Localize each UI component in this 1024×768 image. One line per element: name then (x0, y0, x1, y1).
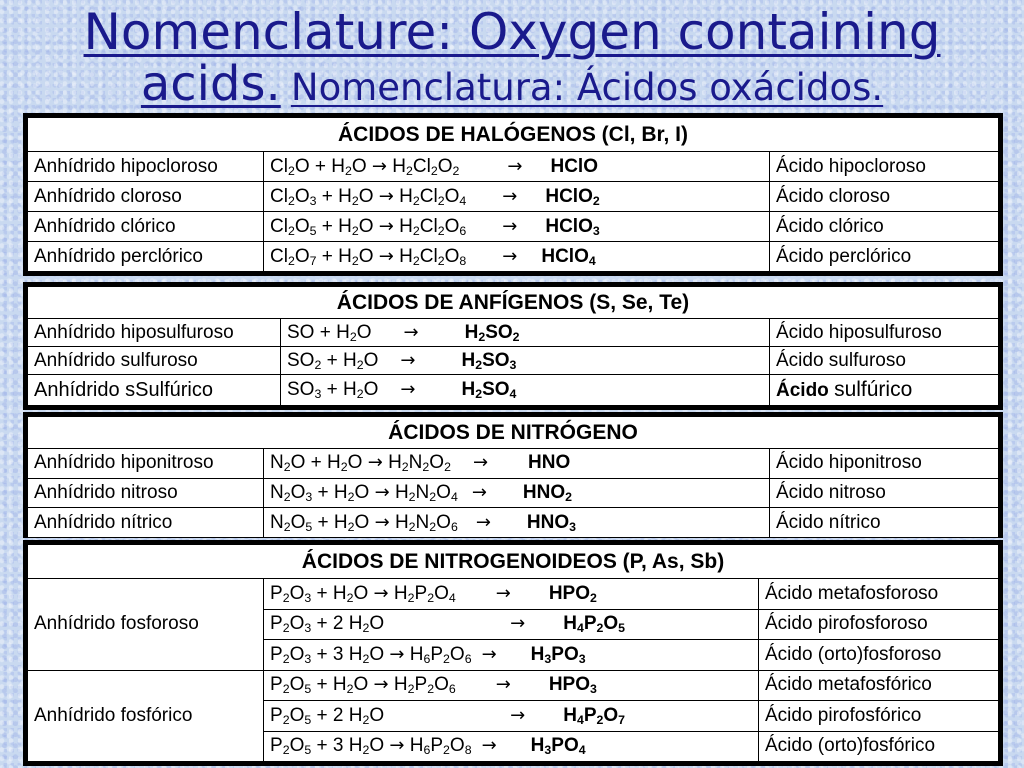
reaction-equation: $N_2O + H_2O \to H_2N_2O_2$ → HNO (264, 449, 770, 479)
halogen-acids-table (27, 117, 999, 272)
acid-name: Ácido metafosfórico (759, 670, 999, 701)
section-nitrogen-acids (23, 412, 1003, 538)
arrow-icon: → (495, 582, 511, 604)
arrow-icon: → (475, 511, 491, 533)
pnictogen-acids-table (27, 544, 999, 762)
arrow-icon: → (373, 674, 389, 696)
reaction-equation: $Cl_2O + H_2O \to H_2Cl_2O_2$ → HClO (264, 152, 770, 182)
anhydride-name: Anhídrido fosforoso (28, 579, 264, 671)
reaction-equation: $P_2O_3 + 2$ $H_2O \to H_4P_2O_5$ (264, 609, 759, 640)
reaction-equation: $P_2O_5 + 3$ $H_2O \to H_6P_2O_8 \to H_3PO_4$ (264, 731, 759, 762)
chalcogen-acids-table (27, 286, 999, 406)
table-row (28, 670, 999, 701)
nitrogen-acids-table (27, 416, 999, 538)
reaction-equation: $P_2O_3 + 3$ $H_2O \to H_6P_2O_6 \to H_3PO_3$ (264, 640, 759, 671)
arrow-icon: → (403, 321, 419, 343)
table-row (28, 152, 999, 182)
anhydride-name: Anhídrido nitroso (28, 478, 264, 508)
table-row (28, 182, 999, 212)
table-row (28, 319, 999, 347)
anhydride-name: Anhídrido hiponitroso (28, 449, 264, 479)
reaction-equation: $P_2O_5 + H_2O \to H_2P_2O_6 \to HPO_3$ (264, 670, 759, 701)
arrow-icon: → (378, 185, 394, 207)
arrow-icon: → (378, 215, 394, 237)
acid-name-prefix: Ácido (776, 380, 835, 402)
arrow-icon: → (481, 643, 497, 665)
arrow-icon: → (400, 379, 416, 401)
arrow-icon: → (502, 185, 518, 207)
anhydride-name: Anhídrido sSulfúrico (28, 375, 281, 406)
arrow-icon: → (510, 613, 526, 635)
table-row (28, 242, 999, 272)
arrow-icon: → (502, 245, 518, 267)
acid-name: Ácido nitroso (770, 478, 999, 508)
section-halogen-acids (23, 113, 1003, 276)
table-row (28, 347, 999, 375)
title-spanish-part: Nomenclatura: Ácidos oxácidos. (290, 66, 884, 109)
table-row (28, 579, 999, 610)
arrow-icon: → (371, 155, 388, 177)
acid-name: Ácido (orto)fosfórico (759, 731, 999, 762)
reaction-equation: $N_2O_3 + H_2O \to H_2N_2O_4 \to HNO_2$ (264, 478, 770, 508)
reaction-equation: $Cl_2O_5 + H_2O \to H_2Cl_2O_6$ → HClO$_3$ (264, 212, 770, 242)
arrow-icon: → (389, 735, 405, 757)
reaction-equation: $P_2O_3 + H_2O \to H_2P_2O_4 \to HPO_2$ (264, 579, 759, 610)
acid-name: Ácido sulfuroso (770, 347, 999, 375)
acid-name: Ácido perclórico (770, 242, 999, 272)
arrow-icon: → (378, 245, 394, 267)
section-heading: ÁCIDOS DE NITRÓGENO (28, 417, 999, 449)
reaction-equation: $SO_3 + H_2O \to H_2SO_4$ (281, 375, 770, 406)
arrow-icon: → (367, 452, 383, 474)
arrow-icon: → (389, 643, 405, 665)
arrow-icon: → (374, 481, 390, 503)
reaction-equation: $Cl_2O_3 + H_2O \to H_2Cl_2O_4$ → HClO$_2$ (264, 182, 770, 212)
arrow-icon: → (472, 452, 489, 474)
acid-name (770, 375, 999, 406)
anhydride-name: Anhídrido cloroso (28, 182, 264, 212)
acid-name: Ácido (orto)fosforoso (759, 640, 999, 671)
anhydride-name: Anhídrido sulfuroso (28, 347, 281, 375)
anhydride-name: Anhídrido clórico (28, 212, 264, 242)
arrow-icon: → (374, 511, 390, 533)
arrow-icon: → (507, 155, 523, 177)
table-row (28, 508, 999, 538)
section-pnictogen-acids (23, 540, 1003, 766)
acid-name: Ácido clórico (770, 212, 999, 242)
acid-name: Ácido metafosforoso (759, 579, 999, 610)
anhydride-name: Anhídrido hiposulfuroso (28, 319, 281, 347)
table-row (28, 478, 999, 508)
acid-name: Ácido hiposulfuroso (770, 319, 999, 347)
table-row (28, 375, 999, 406)
arrow-icon: → (400, 349, 416, 371)
arrow-icon: → (502, 215, 518, 237)
reaction-equation: SO + $H_2O \to H_2SO_2$ (281, 319, 770, 347)
acid-name: Ácido nítrico (770, 508, 999, 538)
arrow-icon: → (510, 704, 526, 726)
arrow-icon: → (481, 735, 497, 757)
reaction-equation: $Cl_2O_7 + H_2O \to H_2Cl_2O_8$ → HClO$_4$ (264, 242, 770, 272)
page-title-line-2 (0, 56, 1024, 113)
anhydride-name: Anhídrido fosfórico (28, 670, 264, 762)
anhydride-name: Anhídrido hipocloroso (28, 152, 264, 182)
section-heading: ÁCIDOS DE ANFÍGENOS (S, Se, Te) (28, 287, 999, 319)
title-english-part: acids. (140, 56, 281, 112)
acid-name: Ácido pirofosfórico (759, 701, 999, 732)
section-heading: ÁCIDOS DE NITROGENOIDEOS (P, As, Sb) (28, 545, 999, 579)
section-heading: ÁCIDOS DE HALÓGENOS (Cl, Br, I) (28, 118, 999, 152)
arrow-icon: → (373, 582, 389, 604)
anhydride-name: Anhídrido perclórico (28, 242, 264, 272)
reaction-equation: $P_2O_5 + 2$ $H_2O \to H_4P_2O_7$ (264, 701, 759, 732)
reaction-equation: $SO_2 + H_2O \to H_2SO_3$ (281, 347, 770, 375)
acid-name: Ácido hipocloroso (770, 152, 999, 182)
acid-name: Ácido hiponitroso (770, 449, 999, 479)
page-title-line-1: Nomenclature: Oxygen containing (83, 3, 941, 61)
arrow-icon: → (495, 674, 511, 696)
anhydride-name: Anhídrido nítrico (28, 508, 264, 538)
reaction-equation: $N_2O_5 + H_2O \to H_2N_2O_6 \to HNO_3$ (264, 508, 770, 538)
acid-name-emphasis: sulfúrico (834, 378, 913, 402)
table-row (28, 212, 999, 242)
section-chalcogen-acids (23, 282, 1003, 410)
acid-name: Ácido cloroso (770, 182, 999, 212)
arrow-icon: → (471, 481, 487, 503)
acid-name: Ácido pirofosforoso (759, 609, 999, 640)
table-row (28, 449, 999, 479)
